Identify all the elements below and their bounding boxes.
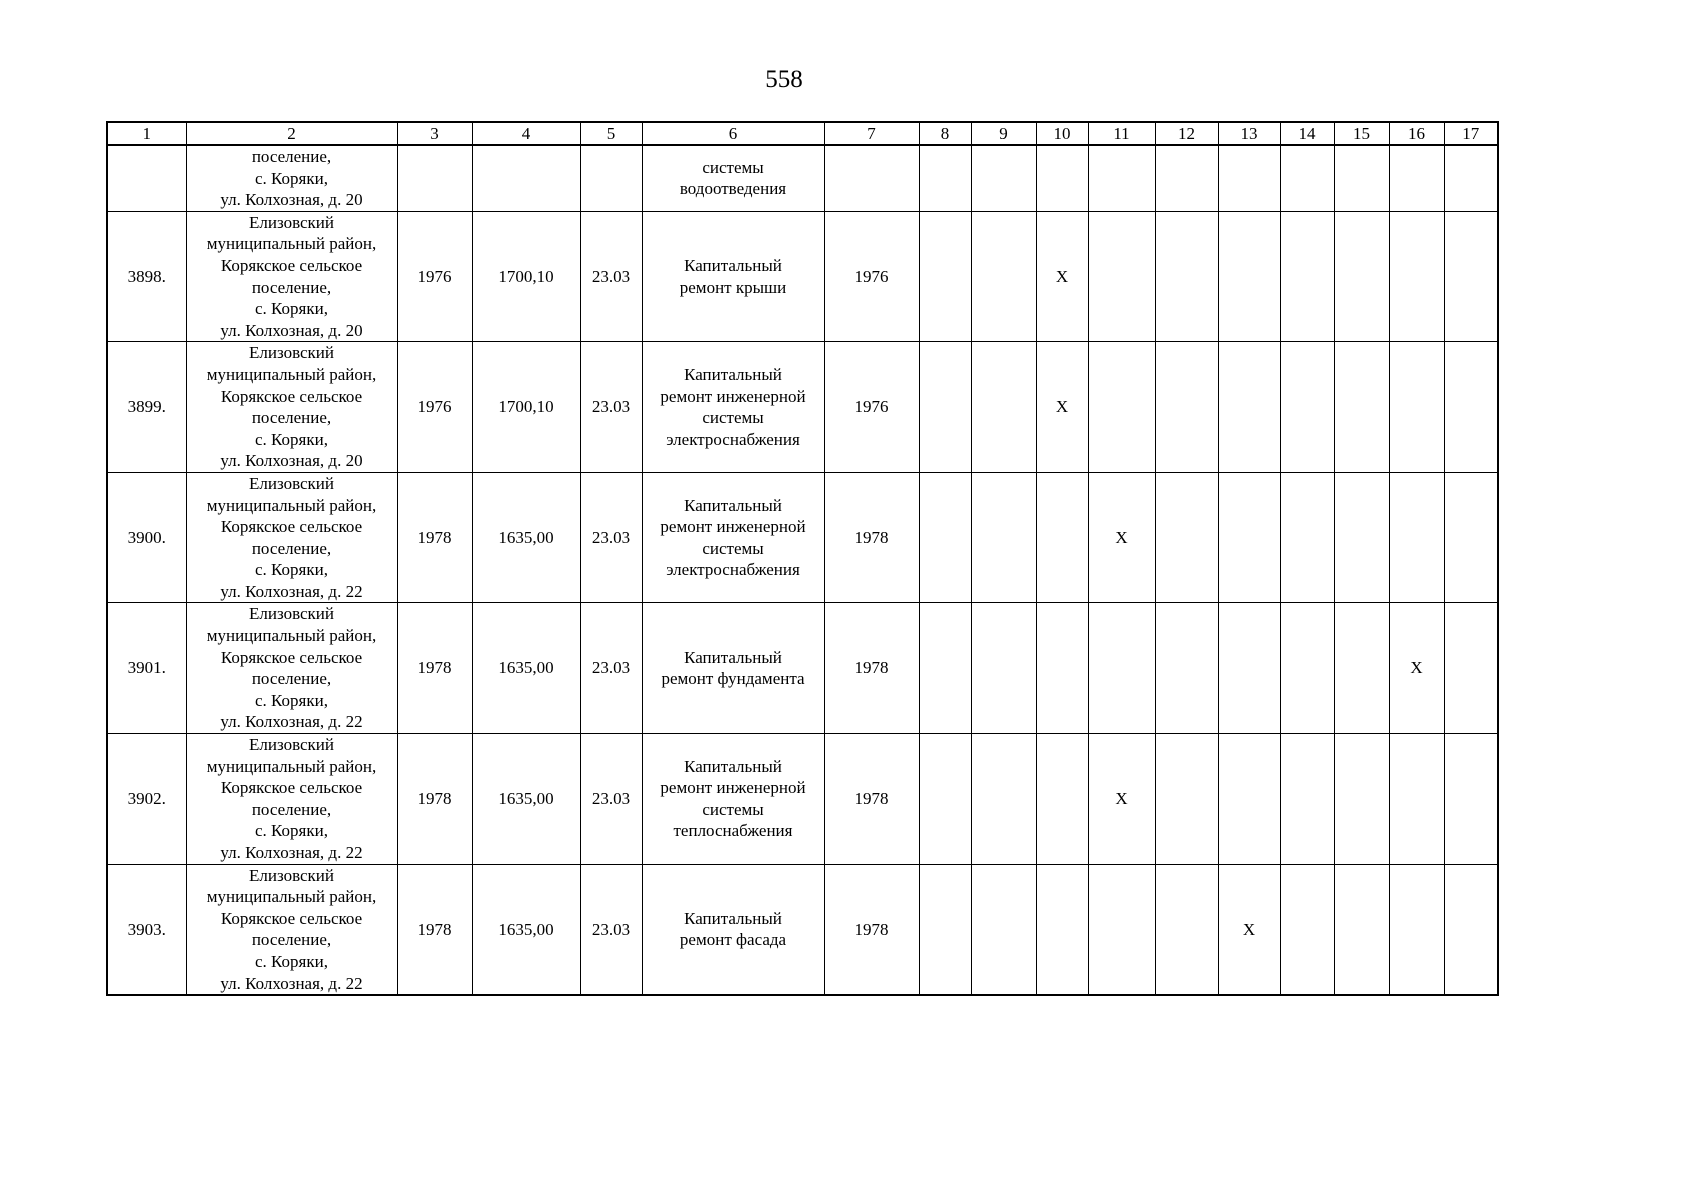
address-line: поселение, — [251, 147, 332, 166]
mark-cell — [1088, 864, 1155, 995]
mark-cell — [1334, 342, 1389, 473]
address-line: Корякское сельское — [220, 647, 363, 667]
work-line: ремонт инженерной — [660, 517, 806, 537]
work-type-cell — [642, 864, 824, 995]
mark-cell — [1389, 864, 1444, 995]
mark-cell — [1334, 145, 1389, 211]
mark-cell — [919, 472, 971, 603]
area-cell: 1635,00 — [472, 603, 580, 734]
work-line: Капитальный — [684, 756, 782, 776]
column-header: 17 — [1444, 122, 1498, 145]
year-cell — [397, 145, 472, 211]
work-line: электроснабжения — [666, 429, 800, 449]
address-line: поселение, — [251, 799, 332, 819]
column-header: 9 — [971, 122, 1036, 145]
mark-cell — [1155, 864, 1218, 995]
mark-cell — [1036, 472, 1088, 603]
mark-cell — [971, 342, 1036, 473]
column-header: 5 — [580, 122, 642, 145]
column-header: 12 — [1155, 122, 1218, 145]
table-row — [107, 734, 1498, 865]
mark-cell — [1155, 211, 1218, 342]
mark-cell — [1088, 211, 1155, 342]
area-cell: 1635,00 — [472, 734, 580, 865]
address-line: с. Коряки, — [255, 168, 328, 188]
work-type-cell — [642, 734, 824, 865]
row-number-cell: 3899. — [107, 342, 186, 473]
mark-cell: X — [1389, 603, 1444, 734]
address-cell — [186, 211, 397, 342]
mark-cell — [1389, 211, 1444, 342]
mark-cell — [1334, 211, 1389, 342]
address-line: ул. Колхозная, д. 20 — [220, 451, 363, 471]
address-line: муниципальный район, — [206, 234, 377, 254]
mark-cell — [1444, 342, 1498, 473]
year2-cell: 1976 — [824, 342, 919, 473]
area-cell: 1635,00 — [472, 472, 580, 603]
address-line: поселение, — [251, 669, 332, 689]
mark-cell — [1155, 734, 1218, 865]
mark-cell: X — [1088, 734, 1155, 865]
area-cell: 1635,00 — [472, 864, 580, 995]
mark-cell — [919, 734, 971, 865]
mark-cell — [971, 734, 1036, 865]
code-cell: 23.03 — [580, 211, 642, 342]
mark-cell — [1280, 342, 1334, 473]
address-line: муниципальный район, — [206, 626, 377, 646]
year2-cell: 1978 — [824, 734, 919, 865]
mark-cell — [971, 603, 1036, 734]
column-header: 15 — [1334, 122, 1389, 145]
column-number-header-row — [107, 122, 1498, 145]
work-line: ремонт фасада — [679, 930, 787, 950]
address-cell — [186, 734, 397, 865]
address-cell — [186, 864, 397, 995]
mark-cell — [1218, 145, 1280, 211]
column-header: 8 — [919, 122, 971, 145]
table-row — [107, 342, 1498, 473]
mark-cell — [1334, 603, 1389, 734]
year-cell: 1976 — [397, 342, 472, 473]
mark-cell: X — [1218, 864, 1280, 995]
work-line: системы — [702, 157, 764, 177]
mark-cell: X — [1036, 342, 1088, 473]
mark-cell — [1155, 603, 1218, 734]
mark-cell — [1444, 211, 1498, 342]
work-line: Капитальный — [684, 255, 782, 275]
column-header: 4 — [472, 122, 580, 145]
code-cell: 23.03 — [580, 603, 642, 734]
column-header: 3 — [397, 122, 472, 145]
mark-cell — [919, 145, 971, 211]
mark-cell — [919, 342, 971, 473]
year-cell: 1976 — [397, 211, 472, 342]
row-number-cell: 3902. — [107, 734, 186, 865]
mark-cell — [1280, 734, 1334, 865]
table-row — [107, 211, 1498, 342]
year-cell: 1978 — [397, 603, 472, 734]
address-cell — [186, 472, 397, 603]
table-row — [107, 603, 1498, 734]
mark-cell — [1036, 603, 1088, 734]
work-line: ремонт фундамента — [661, 669, 805, 689]
work-line: Капитальный — [684, 495, 782, 515]
address-line: Елизовский — [248, 735, 334, 755]
column-header: 11 — [1088, 122, 1155, 145]
column-header: 1 — [107, 122, 186, 145]
mark-cell — [1280, 472, 1334, 603]
address-line: Елизовский — [248, 865, 334, 885]
mark-cell — [1280, 211, 1334, 342]
year2-cell: 1976 — [824, 211, 919, 342]
year2-cell: 1978 — [824, 603, 919, 734]
address-cell — [186, 342, 397, 473]
year2-cell — [824, 145, 919, 211]
column-header: 10 — [1036, 122, 1088, 145]
work-type-cell — [642, 145, 824, 211]
code-cell — [580, 145, 642, 211]
year2-cell: 1978 — [824, 864, 919, 995]
row-number-cell: 3900. — [107, 472, 186, 603]
work-line: системы — [702, 538, 764, 558]
mark-cell — [1389, 734, 1444, 865]
work-line: ремонт инженерной — [660, 778, 806, 798]
code-cell: 23.03 — [580, 734, 642, 865]
mark-cell — [1088, 145, 1155, 211]
year-cell: 1978 — [397, 864, 472, 995]
address-line: поселение, — [251, 538, 332, 558]
address-cell — [186, 603, 397, 734]
address-line: ул. Колхозная, д. 22 — [220, 712, 363, 732]
work-type-cell — [642, 472, 824, 603]
work-schedule-table — [106, 121, 1499, 996]
mark-cell — [1280, 603, 1334, 734]
table-row — [107, 472, 1498, 603]
address-line: муниципальный район, — [206, 887, 377, 907]
mark-cell — [1444, 603, 1498, 734]
column-header: 6 — [642, 122, 824, 145]
address-line: поселение, — [251, 408, 332, 428]
address-line: Корякское сельское — [220, 255, 363, 275]
address-line: Елизовский — [248, 212, 334, 232]
mark-cell — [1218, 342, 1280, 473]
table-body — [107, 211, 1498, 995]
mark-cell — [1088, 603, 1155, 734]
address-line: муниципальный район, — [206, 495, 377, 515]
address-line: ул. Колхозная, д. 22 — [220, 581, 363, 601]
mark-cell — [1334, 734, 1389, 865]
mark-cell — [1218, 603, 1280, 734]
address-line: поселение, — [251, 930, 332, 950]
mark-cell — [1444, 145, 1498, 211]
mark-cell — [1444, 864, 1498, 995]
table-row — [107, 864, 1498, 995]
continuation-row — [107, 145, 1498, 211]
work-line: Капитальный — [684, 364, 782, 384]
mark-cell — [971, 145, 1036, 211]
mark-cell — [1218, 734, 1280, 865]
mark-cell — [1088, 342, 1155, 473]
column-header: 2 — [186, 122, 397, 145]
mark-cell — [1155, 342, 1218, 473]
address-line: ул. Колхозная, д. 22 — [220, 973, 363, 993]
code-cell: 23.03 — [580, 472, 642, 603]
mark-cell — [1334, 472, 1389, 603]
column-header: 7 — [824, 122, 919, 145]
work-line: Капитальный — [684, 647, 782, 667]
work-line: теплоснабжения — [673, 821, 793, 841]
address-line: муниципальный район, — [206, 756, 377, 776]
column-header: 14 — [1280, 122, 1334, 145]
mark-cell: X — [1088, 472, 1155, 603]
mark-cell — [1218, 211, 1280, 342]
mark-cell — [1389, 342, 1444, 473]
address-line: с. Коряки, — [255, 560, 328, 580]
address-line: Корякское сельское — [220, 908, 363, 928]
address-line: Елизовский — [248, 473, 334, 493]
mark-cell — [1280, 864, 1334, 995]
year2-cell: 1978 — [824, 472, 919, 603]
work-type-cell — [642, 342, 824, 473]
mark-cell — [971, 472, 1036, 603]
mark-cell — [1334, 864, 1389, 995]
year-cell: 1978 — [397, 734, 472, 865]
mark-cell — [1389, 472, 1444, 603]
address-line: Елизовский — [248, 343, 334, 363]
work-line: системы — [702, 408, 764, 428]
address-line: с. Коряки, — [255, 951, 328, 971]
mark-cell — [919, 211, 971, 342]
mark-cell — [971, 211, 1036, 342]
mark-cell — [1155, 145, 1218, 211]
row-number-cell: 3901. — [107, 603, 186, 734]
row-number-cell: 3903. — [107, 864, 186, 995]
work-line: электроснабжения — [666, 560, 800, 580]
work-type-cell — [642, 603, 824, 734]
mark-cell — [919, 864, 971, 995]
mark-cell — [1444, 734, 1498, 865]
address-line: с. Коряки, — [255, 429, 328, 449]
mark-cell — [919, 603, 971, 734]
address-line: Корякское сельское — [220, 386, 363, 406]
code-cell: 23.03 — [580, 342, 642, 473]
year-cell: 1978 — [397, 472, 472, 603]
address-line: муниципальный район, — [206, 364, 377, 384]
mark-cell — [1036, 864, 1088, 995]
address-line: ул. Колхозная, д. 20 — [220, 190, 363, 210]
work-line: ремонт крыши — [679, 277, 787, 297]
mark-cell: X — [1036, 211, 1088, 342]
address-line: с. Коряки, — [255, 821, 328, 841]
page-number: 558 — [765, 66, 803, 93]
column-header: 13 — [1218, 122, 1280, 145]
address-line: ул. Колхозная, д. 20 — [220, 320, 363, 340]
mark-cell — [1036, 734, 1088, 865]
mark-cell — [1280, 145, 1334, 211]
row-number-cell — [107, 145, 186, 211]
address-line: с. Коряки, — [255, 299, 328, 319]
mark-cell — [1389, 145, 1444, 211]
address-line: Корякское сельское — [220, 517, 363, 537]
mark-cell — [1036, 145, 1088, 211]
area-cell: 1700,10 — [472, 211, 580, 342]
work-line: ремонт инженерной — [660, 386, 806, 406]
work-type-cell — [642, 211, 824, 342]
work-line: водоотведения — [679, 179, 787, 199]
mark-cell — [1218, 472, 1280, 603]
mark-cell — [1444, 472, 1498, 603]
column-header: 16 — [1389, 122, 1444, 145]
work-line: системы — [702, 799, 764, 819]
address-line: ул. Колхозная, д. 22 — [220, 843, 363, 862]
address-line: с. Коряки, — [255, 690, 328, 710]
address-line: Елизовский — [248, 604, 334, 624]
address-line: поселение, — [251, 277, 332, 297]
area-cell: 1700,10 — [472, 342, 580, 473]
mark-cell — [1155, 472, 1218, 603]
code-cell: 23.03 — [580, 864, 642, 995]
work-line: Капитальный — [684, 908, 782, 928]
address-cell — [186, 145, 397, 211]
mark-cell — [971, 864, 1036, 995]
address-line: Корякское сельское — [220, 778, 363, 798]
row-number-cell: 3898. — [107, 211, 186, 342]
area-cell — [472, 145, 580, 211]
